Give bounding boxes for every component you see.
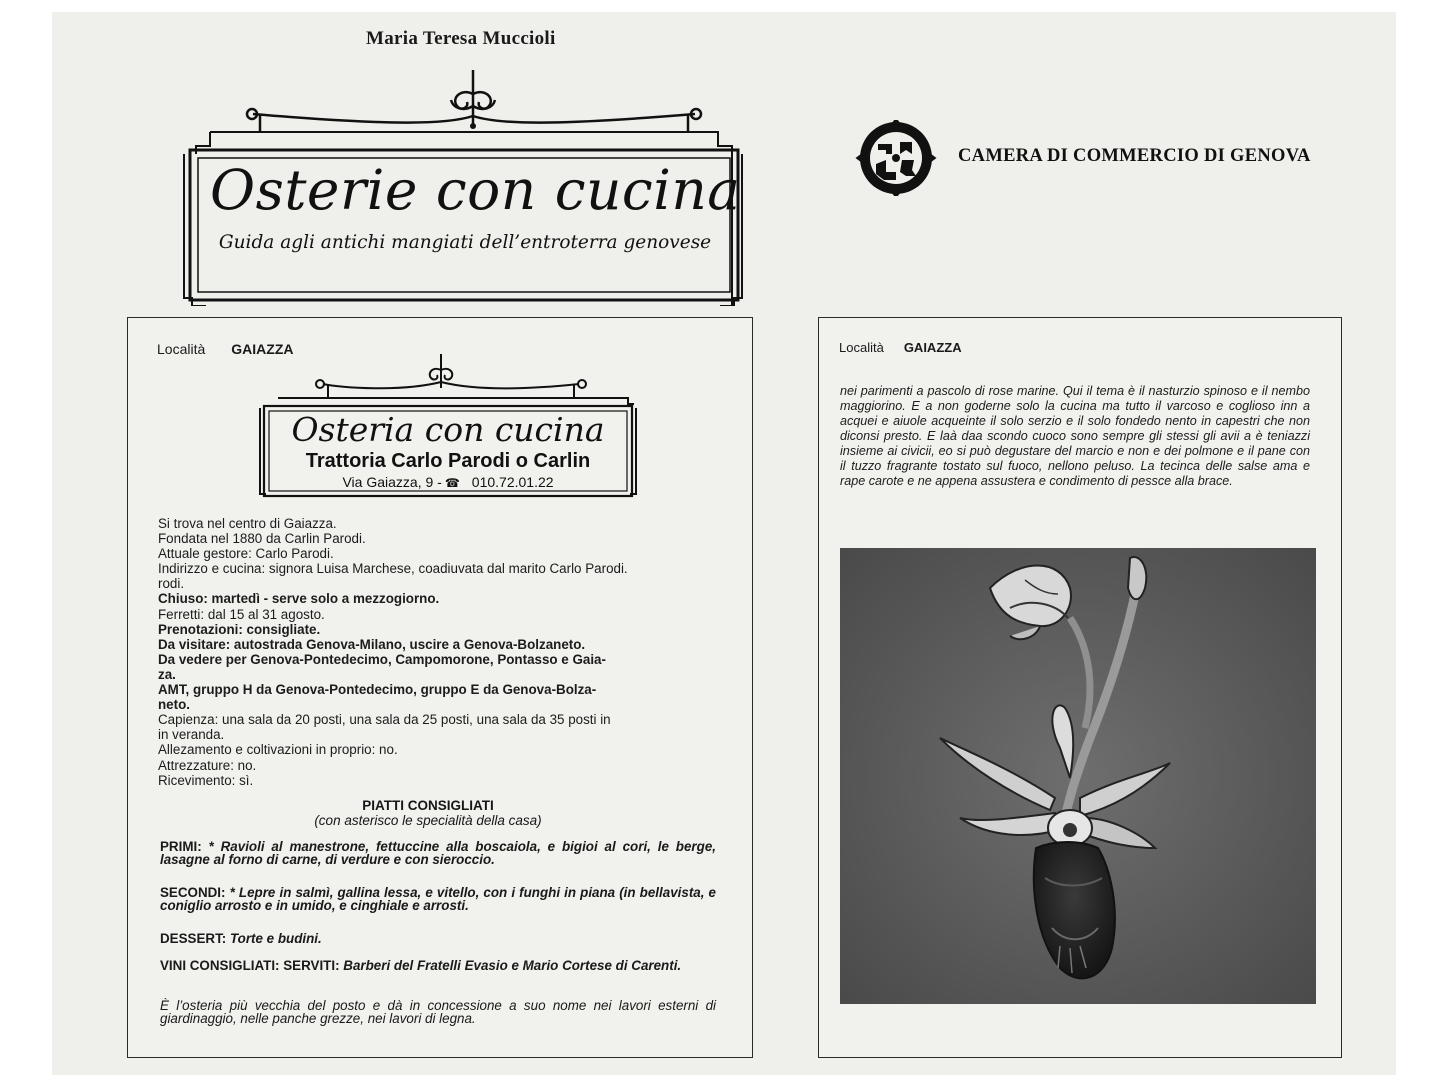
dessert-section [160,932,716,945]
info-line: Si trova nel centro di Gaiazza. [158,516,337,531]
author-name: Maria Teresa Muccioli [366,28,556,49]
info-line: Attrezzature: no. [158,757,257,773]
info-line: Attuale gestore: Carlo Parodi. [158,546,334,562]
localita-value: GAIAZZA [903,340,962,355]
trattoria-name: Trattoria Carlo Parodi o Carlin [305,450,591,472]
info-line: Chiuso: martedì - serve solo a mezzogiorno. [158,591,440,607]
primi-section [160,840,716,867]
info-line: Indirizzo e cucina: signora Luisa Marchese, coadiuvata dal marito Carlo Parodi. [158,561,628,577]
info-line: Ricevimento: sì. [158,772,254,788]
localita-label: Località [157,341,206,357]
info-line: neto. [158,697,190,713]
vini-label: VINI CONSIGLIATI: SERVITI: [160,958,340,973]
publisher-name: CAMERA DI COMMERCIO DI GENOVA [958,146,1311,166]
osteria-sign [258,352,638,502]
secondi-label: SECONDI: [160,885,226,900]
localita-header [839,340,962,355]
phone-icon: ☎ [444,476,460,490]
closing-note: È l’osteria più vecchia del posto e dà in concessione a suo nome nei lavori esterni di giardinaggio, nelle panche grezze, nei lavori di legna. [160,998,716,1027]
right-page [818,317,1342,1058]
info-line: in veranda. [158,727,225,743]
info-line: Prenotazioni: consigliate. [158,621,321,637]
osteria-sign-title: Osteria con cucina [291,410,605,449]
localita-label: Località [839,340,884,355]
info-line: Capienza: una sala da 20 posti, una sala da 25 posti, una sala da 35 posti in [158,712,611,728]
dessert-text: Torte e budini. [229,931,322,946]
address-text: Via Gaiazza, 9 - [342,474,442,490]
chamber-emblem-icon [852,120,940,196]
primi-label: PRIMI: [160,839,202,854]
phone-number: 010.72.01.22 [471,474,554,490]
info-line: Ferretti: dal 15 al 31 agosto. [158,606,325,622]
info-block [158,516,742,788]
title-sign [180,66,746,306]
info-line: Da vedere per Genova-Pontedecimo, Campomorone, Pontasso e Gaia- [158,651,606,667]
info-line: AMT, gruppo H da Genova-Pontedecimo, gruppo E da Genova-Bolza- [158,682,597,698]
info-line: za. [158,666,176,682]
secondi-section [160,886,716,913]
vini-section [160,959,716,972]
left-page [127,317,753,1058]
localita-value: GAIAZZA [231,341,294,357]
info-line: rodi. [158,576,185,592]
piatti-heading: PIATTI CONSIGLIATI [362,798,494,813]
trattoria-address [268,474,628,490]
orchid-photo [840,548,1316,1004]
secondi-text: * Lepre in salmì, gallina lessa, e vitello, con i funghi in piana (in bellavista, e coniglio arrosto e in umido, e cinghiale e arrosti. [160,885,716,914]
orchid-illustration [840,548,1316,1004]
info-line: Fondata nel 1880 da Carlin Parodi. [158,531,366,547]
info-line: Allezamento e coltivazioni in proprio: no. [158,742,398,758]
primi-text: * Ravioli al manestrone, fettuccine alla boscaiola, e bigioi al cori, le berge, lasagne al forno di carne, di verdure e con sieroccio. [160,839,716,868]
piatti-subheading: (con asterisco le specialità della casa) [314,813,542,828]
book-subtitle: Guida agli antichi mangiati dell’entroterra genovese [218,232,712,253]
book-title: Osterie con cucina [210,158,741,222]
dessert-label: DESSERT: [160,931,227,946]
right-body-text: nei parimenti a pascolo di rose marine. Qui il tema è il nasturzio spinoso e il nembo maggiorino. E a non goderne solo la cucina ma tutto il varcoso e coglioso inn a acquei e aiuole acqueinte il solo serzio e il solo fondedo nento in capestri che non diconsi presto. E laà daa scondo cuoco sono sempre gli stessi gli avii a è teniazzi insieme ai civicii, eo si può degustare del marcio e non e dei polmone e il pane con il tuzzo fragrante tostato sul fuoco, nellono peluso. La tecinca delle salse ama e rape carote e ne appena assustera e condimento di pessce alla brace. [840,384,1310,488]
vini-text: Barberi del Fratelli Evasio e Mario Cortese di Carenti. [343,958,682,973]
info-line: Da visitare: autostrada Genova-Milano, uscire a Genova-Bolzaneto. [158,636,586,652]
